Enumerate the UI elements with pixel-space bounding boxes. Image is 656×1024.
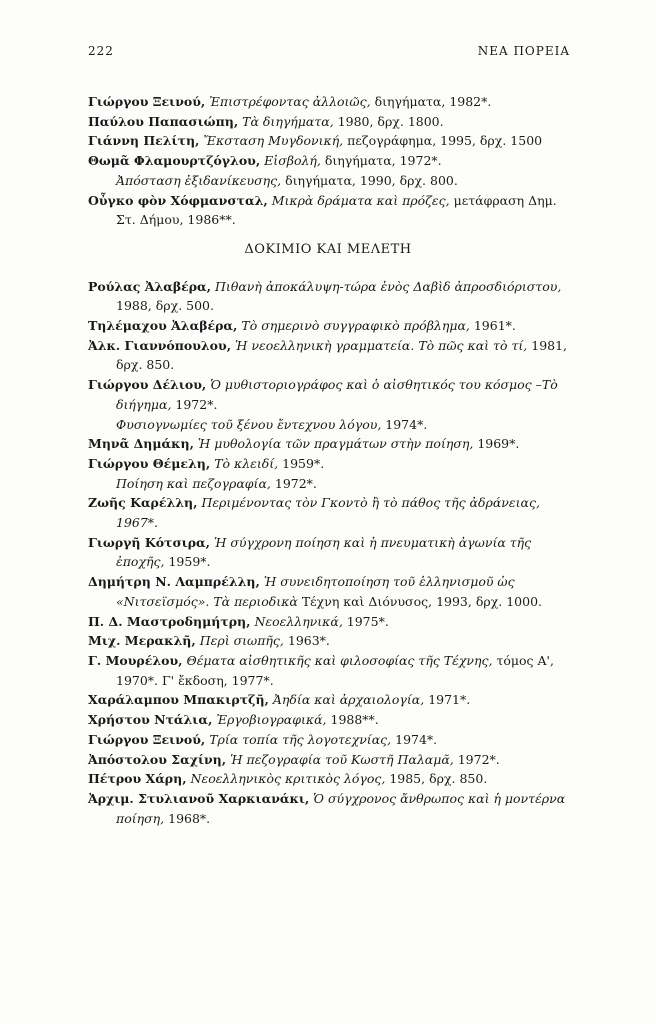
- bibliography-entry: [88, 171, 568, 191]
- entry-author: Γιώργου Δέλιου,: [88, 377, 207, 393]
- entry-author: Θωμᾶ Φλαμουρτζόγλου,: [88, 153, 261, 169]
- bibliography-entry: [88, 750, 568, 770]
- bibliography-entry: [88, 651, 568, 690]
- entry-details: 1985, δρχ. 850.: [389, 771, 488, 787]
- entry-details: 1972*.: [457, 751, 500, 767]
- bibliography-entry: [88, 316, 568, 336]
- entry-details: 1988**.: [330, 712, 379, 728]
- entry-title: Νεοελληνικὸς κριτικὸς λόγος,: [190, 771, 386, 787]
- entry-title: Ἐργοβιογραφικά,: [216, 712, 327, 728]
- entry-details: 1975*.: [346, 613, 389, 629]
- entry-details: 1969*.: [477, 436, 520, 452]
- entry-details: 1981, δρχ. 850.: [116, 337, 568, 373]
- entry-title: Εἰσβολή,: [264, 153, 321, 169]
- bibliography-entry: [88, 710, 568, 730]
- entry-details: διηγήματα, 1982*.: [374, 94, 492, 109]
- bibliography-entry: [88, 769, 568, 789]
- entry-author: Γιάννη Πελίτη,: [88, 133, 200, 149]
- entry-title: Περιμένοντας τὸν Γκοντὸ ἢ τὸ πάθος τῆς ἀδράνειας, 1967*.: [116, 495, 540, 531]
- entry-author: Χρήστου Ντάλια,: [88, 712, 213, 728]
- bibliography-entry: [88, 789, 568, 828]
- entry-details: Τέχνη καὶ Διόνυσος, 1993, δρχ. 1000.: [301, 593, 543, 609]
- entry-author: Ζωῆς Καρέλλη,: [88, 495, 198, 511]
- bibliography-entry: [88, 612, 568, 632]
- entry-title: Ἀπόσταση ἐξιδανίκευσης,: [116, 172, 282, 188]
- entry-author: Γιωργῆ Κότσιρα,: [88, 534, 210, 550]
- entry-author: Οὖγκο φὸν Χόφμανσταλ,: [88, 192, 268, 208]
- entry-author: Χαράλαμπου Μπακιρτζῆ,: [88, 692, 269, 708]
- entry-title: Ἔκσταση Μυγδονική,: [203, 133, 344, 149]
- entry-details: 1972*.: [175, 396, 218, 412]
- entry-author: Γ. Μουρέλου,: [88, 652, 183, 668]
- bibliography-entry: [88, 151, 568, 171]
- bibliography-entry: [88, 631, 568, 651]
- entry-title: Τὸ κλειδί,: [214, 455, 279, 471]
- bibliography-entry: [88, 112, 568, 132]
- section-title: ΔΟΚΙΜΙΟ ΚΑΙ ΜΕΛΕΤΗ: [244, 241, 412, 257]
- entry-details: 1974*.: [395, 731, 438, 747]
- journal-title: ΝΕΑ ΠΟΡΕΙΑ: [477, 44, 570, 58]
- entry-title: Νεοελληνικά,: [254, 613, 343, 629]
- entry-title: Φυσιογνωμίες τοῦ ξένου ἔντεχνου λόγου,: [116, 416, 382, 432]
- entry-title: Μικρὰ δράματα καὶ πρόζες,: [271, 192, 450, 208]
- entry-title: Ἡ πεζογραφία τοῦ Κωστῆ Παλαμᾶ,: [230, 751, 454, 767]
- entry-title: Θέματα αἰσθητικῆς καὶ φιλοσοφίας τῆς Τέχνης,: [186, 652, 493, 668]
- entry-title: Ἀηδία καὶ ἀρχαιολογία,: [272, 692, 425, 708]
- entry-title: Περὶ σιωπῆς,: [199, 633, 284, 649]
- entry-details: 1963*.: [287, 633, 330, 649]
- entry-author: Γιώργου Ξεινού,: [88, 94, 206, 109]
- entry-details: 1971*.: [428, 692, 471, 708]
- bibliography-content: [88, 92, 568, 828]
- entry-author: Μιχ. Μερακλῆ,: [88, 633, 196, 649]
- bibliography-entry: [88, 533, 568, 572]
- entry-author: Ἀπόστολου Σαχίνη,: [88, 751, 227, 767]
- bibliography-entry: [88, 474, 568, 494]
- bibliography-entry: [88, 415, 568, 435]
- entry-title: Ἐπιστρέφοντας ἀλλοιῶς,: [209, 94, 371, 109]
- bibliography-entry: [88, 690, 568, 710]
- bibliography-entry: [88, 572, 568, 611]
- entry-title: Ὁ μυθιστοριογράφος καὶ ὁ αἰσθητικός του κόσμος –Τὸ διήγημα,: [116, 377, 558, 412]
- entry-author: Ἀλκ. Γιαννόπουλου,: [88, 337, 232, 353]
- bibliography-entry: [88, 277, 568, 316]
- entry-details: 1972*.: [274, 475, 317, 491]
- entry-author: Μηνᾶ Δημάκη,: [88, 436, 194, 452]
- bibliography-entry: [88, 336, 568, 375]
- bibliography-entry: [88, 375, 568, 414]
- entry-details: 1974*.: [385, 416, 428, 432]
- entry-title: Ὁ σύγχρονος ἄνθρωπος καὶ ἡ μοντέρνα ποίηση,: [116, 790, 566, 826]
- entry-title: Ἡ μυθολογία τῶν πραγμάτων στὴν ποίηση,: [197, 436, 474, 452]
- entry-title: Τὰ διηγήματα,: [242, 113, 334, 129]
- entry-details: τόμος Α', 1970*. Γ' ἔκδοση, 1977*.: [116, 652, 554, 688]
- entry-details: διηγήματα, 1972*.: [324, 153, 442, 169]
- entry-title: Τὸ σημερινὸ συγγραφικὸ πρόβλημα,: [241, 318, 470, 334]
- entry-author: Ἀρχιμ. Στυλιανοῦ Χαρκιανάκι,: [88, 790, 310, 806]
- bibliography-entry: [88, 92, 568, 112]
- entry-author: Γιώργου Ξεινού,: [88, 731, 206, 747]
- entry-details: διηγήματα, 1990, δρχ. 800.: [285, 172, 458, 188]
- entry-author: Δημήτρη Ν. Λαμπρέλλη,: [88, 574, 260, 590]
- bibliography-entry: [88, 191, 568, 230]
- entry-details: πεζογράφημα, 1995, δρχ. 1500: [347, 133, 543, 149]
- bibliography-entry: [88, 434, 568, 454]
- entry-title: Ἡ συνειδητοποίηση τοῦ ἑλληνισμοῦ ὡς «Νιτσεϊσμός». Τὰ περιοδικὰ: [116, 574, 515, 609]
- running-header: [88, 44, 570, 58]
- entry-title: Ἡ νεοελληνικὴ γραμματεία. Τὸ πῶς καὶ τὸ τί,: [235, 337, 528, 353]
- entry-details: 1968*.: [168, 810, 211, 826]
- bibliography-entry: [88, 454, 568, 474]
- bibliography-entry: [88, 131, 568, 151]
- bibliography-entry: [88, 493, 568, 532]
- entry-details: 1959*.: [282, 455, 325, 471]
- entry-details: μετάφραση Δημ. Στ. Δήμου, 1986**.: [116, 192, 557, 228]
- page-number: 222: [88, 44, 114, 58]
- entry-title: Πιθανὴ ἀποκάλυψη-τώρα ἑνὸς Δαβὶδ ἀπροσδιόριστου,: [215, 278, 562, 294]
- entry-author: Τηλέμαχου Ἀλαβέρα,: [88, 318, 238, 334]
- entry-details: 1988, δρχ. 500.: [116, 298, 214, 314]
- entry-author: Παύλου Παπασιώπη,: [88, 113, 239, 129]
- entry-details: 1980, δρχ. 1800.: [337, 113, 444, 129]
- bibliography-entry: [88, 730, 568, 750]
- entry-author: Γιώργου Θέμελη,: [88, 455, 211, 471]
- entries-top-list: [88, 92, 568, 230]
- entry-author: Ρούλας Ἀλαβέρα,: [88, 278, 212, 294]
- entry-title: Τρία τοπία τῆς λογοτεχνίας,: [209, 731, 392, 747]
- entry-author: Π. Δ. Μαστροδημήτρη,: [88, 613, 251, 629]
- essay-entries-list: [88, 277, 568, 829]
- entry-title: Ἡ σύγχρονη ποίηση καὶ ἡ πνευματικὴ ἀγωνία τῆς ἐποχῆς,: [116, 534, 532, 570]
- entry-title: Ποίηση καὶ πεζογραφία,: [116, 475, 271, 491]
- entry-author: Πέτρου Χάρη,: [88, 771, 187, 787]
- entry-details: 1961*.: [473, 318, 516, 334]
- entry-details: 1959*.: [168, 554, 211, 570]
